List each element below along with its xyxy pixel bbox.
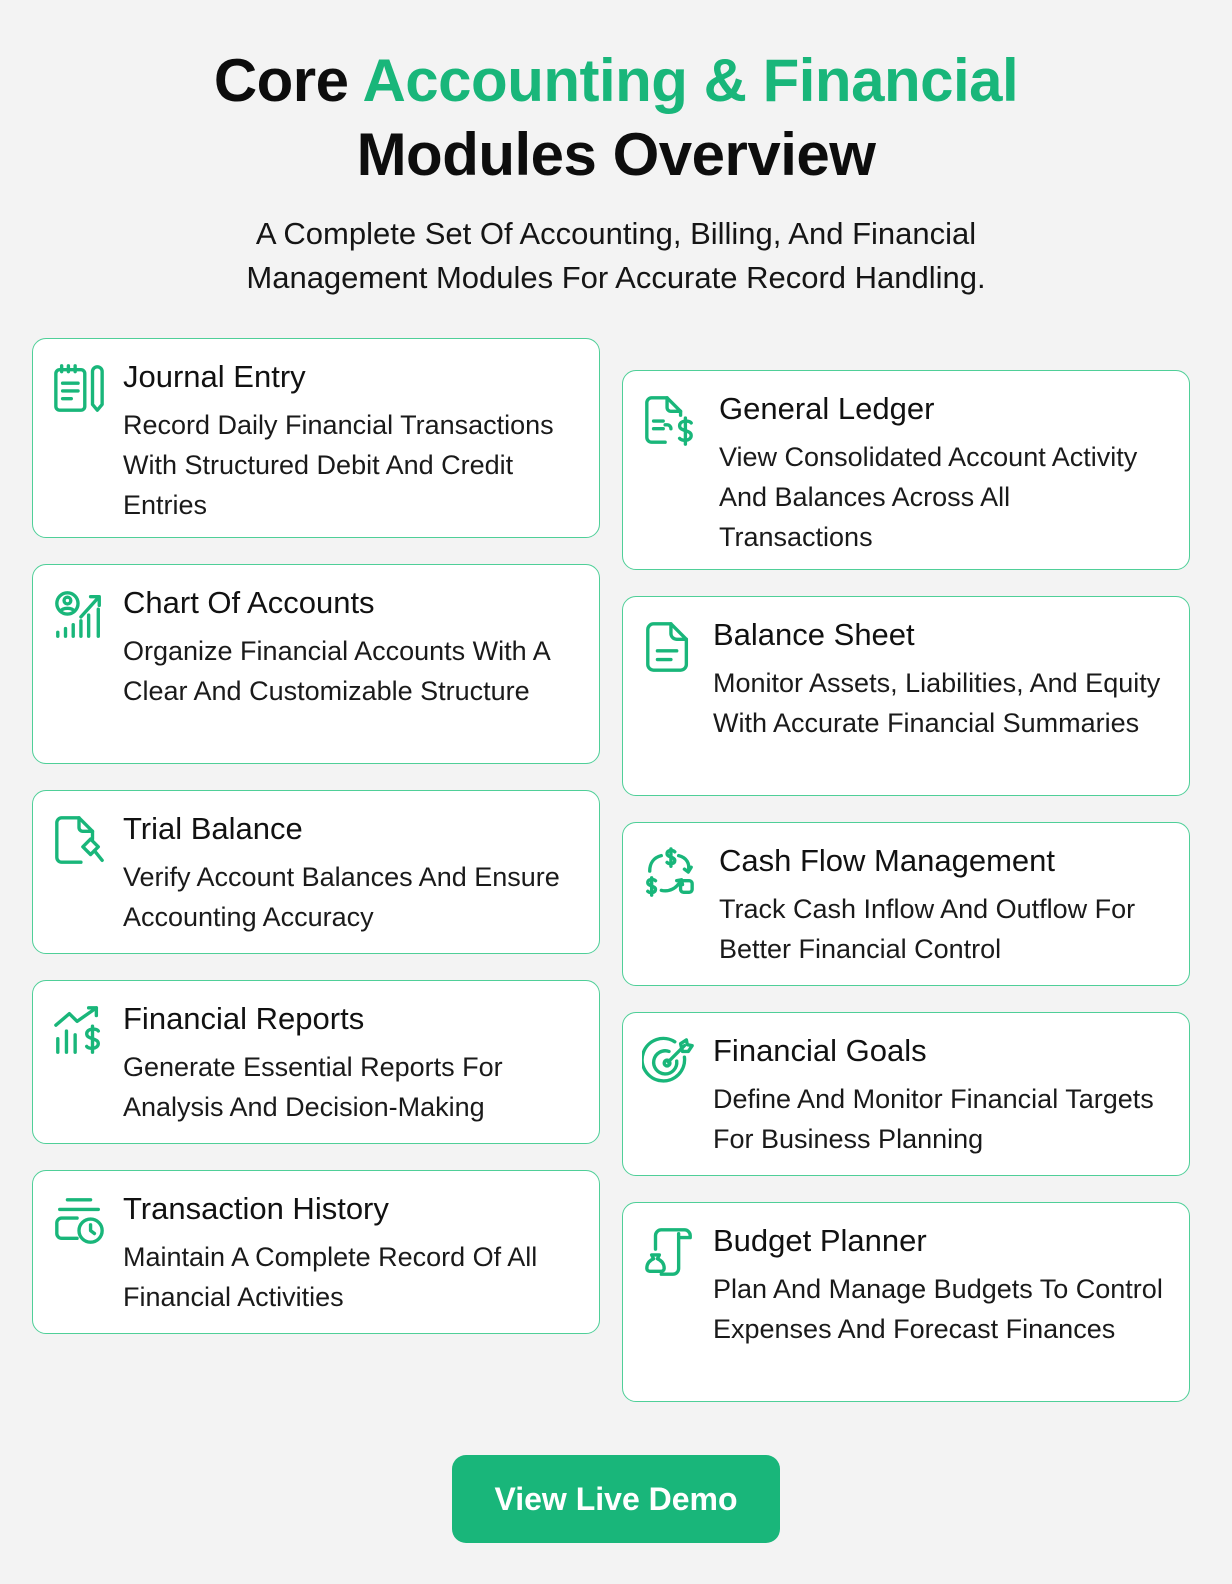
module-description: Record Daily Financial Transactions With Structured Debit And Credit Entries xyxy=(123,410,554,520)
document-icon xyxy=(641,619,697,675)
module-card-cash-flow[interactable] xyxy=(622,822,1190,986)
module-title: Journal Entry xyxy=(123,359,306,394)
module-title: Trial Balance xyxy=(123,811,303,846)
title-line-2: Modules Overview xyxy=(356,121,876,188)
title-part-1: Core xyxy=(213,47,363,114)
module-card-journal-entry[interactable] xyxy=(32,338,600,538)
module-title: Financial Goals xyxy=(713,1033,927,1068)
module-card-chart-of-accounts[interactable] xyxy=(32,564,600,764)
module-description: Organize Financial Accounts With A Clear And Customizable Structure xyxy=(123,636,550,706)
module-card-financial-reports[interactable] xyxy=(32,980,600,1144)
subtitle-line-1: A Complete Set Of Accounting, Billing, And Financial xyxy=(255,216,977,251)
ledger-dollar-icon xyxy=(641,393,697,449)
title-line-1 xyxy=(0,44,1232,118)
subtitle-line-2: Management Modules For Accurate Record Handling. xyxy=(246,260,986,295)
module-description: Monitor Assets, Liabilities, And Equity With Accurate Financial Summaries xyxy=(713,668,1161,738)
budget-scroll-icon xyxy=(641,1225,697,1281)
module-title: Chart Of Accounts xyxy=(123,585,375,620)
journal-icon xyxy=(51,361,107,417)
module-card-transaction-history[interactable] xyxy=(32,1170,600,1334)
view-live-demo-button[interactable]: View Live Demo xyxy=(452,1455,780,1543)
module-title: Financial Reports xyxy=(123,1001,365,1036)
module-card-general-ledger[interactable] xyxy=(622,370,1190,570)
chart-accounts-icon xyxy=(51,587,107,643)
title-accent: Accounting & Financial xyxy=(362,47,1019,114)
module-card-trial-balance[interactable] xyxy=(32,790,600,954)
module-title: General Ledger xyxy=(719,391,935,426)
module-title: Cash Flow Management xyxy=(719,843,1055,878)
module-card-budget-planner[interactable] xyxy=(622,1202,1190,1402)
module-card-financial-goals[interactable] xyxy=(622,1012,1190,1176)
module-description: Verify Account Balances And Ensure Accounting Accuracy xyxy=(123,862,560,932)
module-description: Generate Essential Reports For Analysis And Decision-Making xyxy=(123,1052,503,1122)
module-title: Budget Planner xyxy=(713,1223,927,1258)
module-title: Balance Sheet xyxy=(713,617,915,652)
history-icon xyxy=(51,1193,107,1249)
report-growth-icon xyxy=(51,1003,107,1059)
target-icon xyxy=(641,1035,697,1091)
module-title: Transaction History xyxy=(123,1191,389,1226)
module-description: View Consolidated Account Activity And Balances Across All Transactions xyxy=(719,442,1138,552)
document-check-icon xyxy=(51,813,107,869)
cash-flow-icon xyxy=(641,845,697,901)
page-subtitle xyxy=(0,212,1232,300)
module-description: Track Cash Inflow And Outflow For Better Financial Control xyxy=(719,894,1136,964)
page-title xyxy=(0,44,1232,192)
module-description: Define And Monitor Financial Targets For Business Planning xyxy=(713,1084,1154,1154)
module-description: Plan And Manage Budgets To Control Expenses And Forecast Finances xyxy=(713,1274,1163,1344)
module-card-balance-sheet[interactable] xyxy=(622,596,1190,796)
module-description: Maintain A Complete Record Of All Financial Activities xyxy=(123,1242,538,1312)
